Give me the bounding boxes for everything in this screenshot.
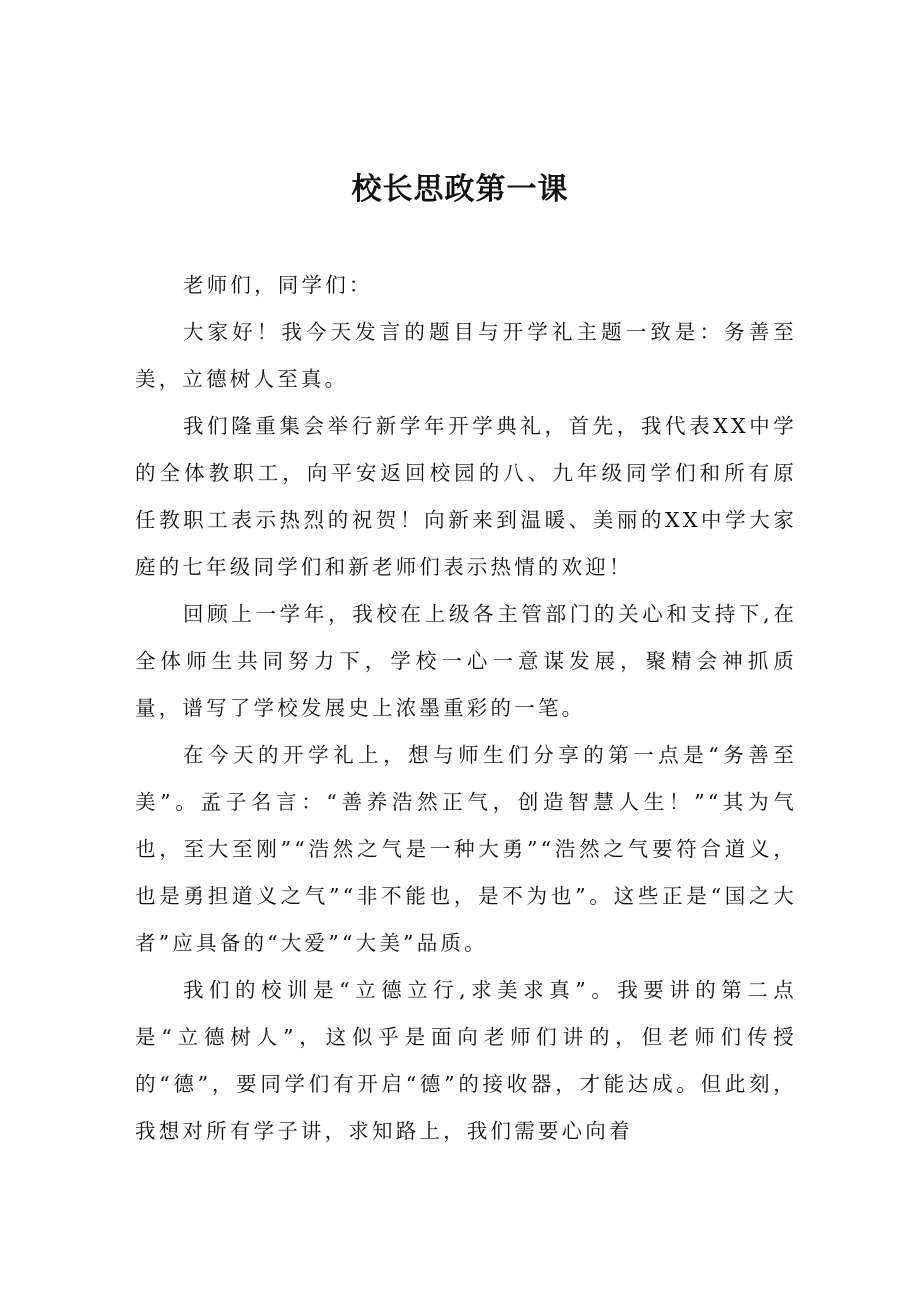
paragraph-greeting: 老师们，同学们：	[183, 273, 373, 297]
paragraph-review: 回顾上一学年，我校在上级各主管部门的关心和支持下,在全体师生共同努力下，学校一心一意谋发展，聚精会神抓质量，谱写了学校发展史上浓墨重彩的一笔。	[135, 602, 797, 720]
paragraph-welcome: 我们隆重集会举行新学年开学典礼，首先，我代表XX中学的全体教职工，向平安返回校园的八、九年级同学们和所有原任教职工表示热烈的祝贺！向新来到温暖、美丽的XX中学大家庭的七年级同学们和新老师们表示热情的欢迎！	[135, 414, 797, 579]
document-title: 校长思政第一课	[351, 172, 569, 207]
paragraph-second-point: 我们的校训是“立德立行,求美求真”。我要讲的第二点是“立德树人”，这似乎是面向老师们讲的，但老师们传授的“德”，要同学们有开启“德”的接收器，才能达成。但此刻，我想对所有学子讲，求知路上，我们需要心向着	[135, 978, 797, 1143]
paragraph-first-point: 在今天的开学礼上，想与师生们分享的第一点是“务善至美”。孟子名言：“善养浩然正气，创造智慧人生！”“其为气也，至大至刚”“浩然之气是一种大勇”“浩然之气要符合道义，也是勇担道义之气”“非不能也，是不为也”。这些正是“国之大者”应具备的“大爱”“大美”品质。	[135, 743, 797, 955]
document-body	[135, 262, 797, 1155]
paragraph-topic: 大家好！我今天发言的题目与开学礼主题一致是：务善至美，立德树人至真。	[135, 320, 797, 391]
